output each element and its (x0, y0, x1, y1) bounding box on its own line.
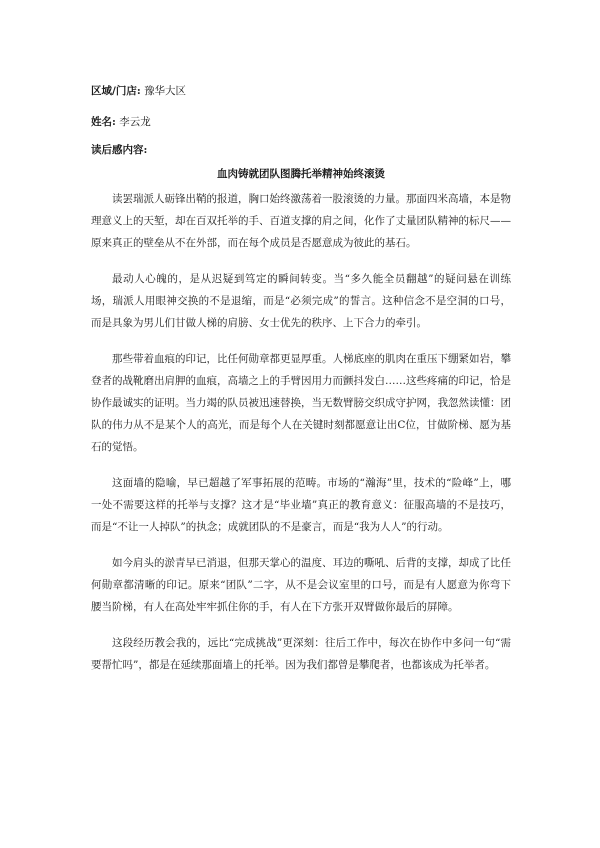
paragraph-1: 读罢瑞派人砺锋出鞘的报道，胸口始终激荡着一股滚烫的力量。那面四米高墙，本是物理意义上的天堑，却在百双托举的手、百道支撑的肩之间，化作了丈量团队精神的标尺——原来真正的壁垒从不在外部，而在每个成员是否愿意成为彼此的基石。 (91, 193, 511, 249)
name-value: 李云龙 (119, 116, 151, 128)
name-label: 姓名: (91, 116, 116, 128)
content-label: 读后感内容: (91, 144, 148, 156)
content-line (91, 143, 147, 157)
paragraph-2: 最动人心魄的，是从迟疑到笃定的瞬间转变。当“多久能全员翻越”的疑问悬在训练场，瑞派人用眼神交换的不是退缩，而是“必须完成”的誓言。这种信念不是空洞的口号，而是具象为男儿们甘做人梯的肩膀、女士优先的秩序、上下合力的牵引。 (91, 273, 511, 329)
paragraph-5: 如今肩头的淤青早已消退，但那天掌心的温度、耳边的嘶吼、后背的支撑，却成了比任何勋章都清晰的印记。原来“团队”二字，从不是会议室里的口号，而是有人愿意为你弯下腰当阶梯，有人在高处牢牢抓住你的手，有人在下方张开双臂做你最后的屏障。 (91, 557, 511, 613)
region-label: 区域/门店: (91, 85, 141, 97)
article-title: 血肉铸就团队图腾托举精神始终滚烫 (217, 168, 385, 180)
article-body (91, 188, 511, 690)
paragraph-6: 这段经历教会我的，远比“完成挑战”更深刻：往后工作中，每次在协作中多问一句“需要帮忙吗”，都是在延续那面墙上的托举。因为我们都曾是攀爬者，也都该成为托举者。 (91, 637, 511, 671)
region-line (91, 84, 186, 98)
region-value: 豫华大区 (144, 85, 187, 97)
name-line (91, 115, 151, 129)
paragraph-3: 那些带着血痕的印记，比任何勋章都更显厚重。人梯底座的肌肉在重压下绷紧如岩，攀登者的战靴磨出肩胛的血痕，高墙之上的手臂因用力而颤抖发白……这些疼痛的印记，恰是协作最诚实的证明。当力竭的队员被迅速替换，当无数臂膀交织成守护网，我忽然读懂：团队的伟力从不是某个人的高光，而是每个人在关键时刻都愿意让出C位，甘做阶梯、愿为基石的觉悟。 (91, 353, 511, 453)
paragraph-4: 这面墙的隐喻，早已超越了军事拓展的范畴。市场的“瀚海”里，技术的“险峰”上，哪一处不需要这样的托举与支撑？这才是“毕业墙”真正的教育意义：征服高墙的不是技巧，而是“不让一人掉队”的执念；成就团队的不是豪言，而是“我为人人”的行动。 (91, 477, 511, 533)
